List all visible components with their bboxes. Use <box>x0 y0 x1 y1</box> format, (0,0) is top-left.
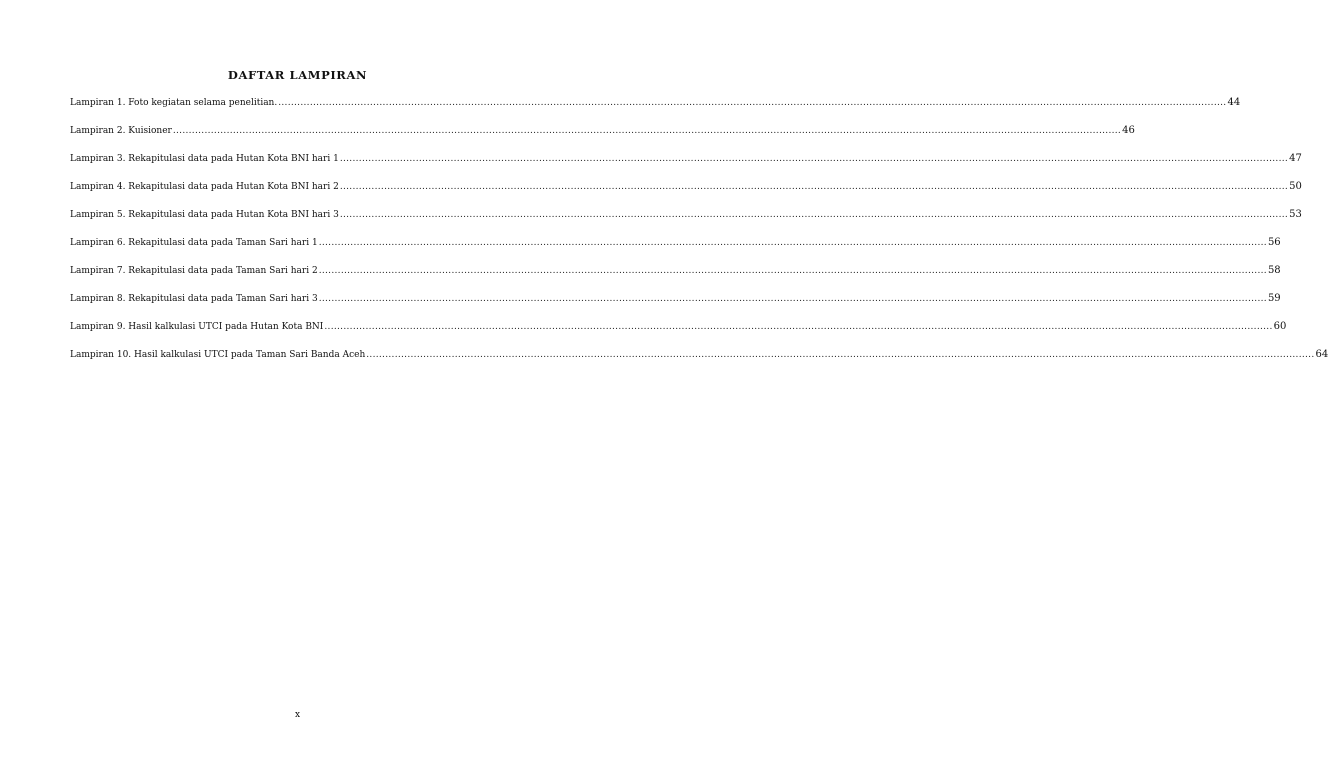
toc-entry-page: 64 <box>1315 349 1328 360</box>
appendix-list <box>70 96 1328 376</box>
toc-entry-page: 50 <box>1289 181 1302 192</box>
dot-leader: ............................................................................................................................................................................................................................................................................................................ <box>339 210 1289 220</box>
toc-entry-page: 58 <box>1267 265 1281 276</box>
dot-leader: ............................................................................................................................................................................................................................................................................................................ <box>339 154 1289 164</box>
toc-entry-lampiran-2[interactable] <box>70 124 1135 152</box>
toc-entry-lampiran-5[interactable] <box>70 208 1302 236</box>
toc-entry-label: Lampiran 4. Rekapitulasi data pada Hutan Kota BNI hari 2 <box>70 182 339 192</box>
dot-leader: ............................................................................................................................................................................................................................................................................................................ <box>318 294 1267 304</box>
page-title: DAFTAR LAMPIRAN <box>227 68 368 82</box>
toc-entry-page: 60 <box>1273 321 1287 332</box>
toc-entry-label: Lampiran 9. Hasil kalkulasi UTCI pada Hutan Kota BNI <box>70 322 324 332</box>
dot-leader: ............................................................................................................................................................................................................................................................................................................ <box>339 182 1289 192</box>
toc-entry-label: Lampiran 5. Rekapitulasi data pada Hutan Kota BNI hari 3 <box>70 210 339 220</box>
dot-leader: ............................................................................................................................................................................................................................................................................................................ <box>324 322 1273 332</box>
toc-entry-label: Lampiran 6. Rekapitulasi data pada Taman Sari hari 1 <box>70 238 318 248</box>
toc-entry-page: 53 <box>1289 209 1302 220</box>
toc-entry-lampiran-4[interactable] <box>70 180 1302 208</box>
toc-entry-page: 56 <box>1267 237 1281 248</box>
dot-leader: ............................................................................................................................................................................................................................................................................................................ <box>318 266 1267 276</box>
toc-entry-page: 59 <box>1267 293 1281 304</box>
toc-entry-lampiran-1[interactable] <box>70 96 1241 124</box>
toc-entry-lampiran-10[interactable] <box>70 348 1328 376</box>
toc-entry-label: Lampiran 3. Rekapitulasi data pada Hutan Kota BNI hari 1 <box>70 154 339 164</box>
page-number: x <box>294 710 301 720</box>
dot-leader: ............................................................................................................................................................................................................................................................................................................ <box>366 350 1315 360</box>
toc-entry-page: 46 <box>1122 125 1135 136</box>
toc-entry-page: 44 <box>1227 97 1241 108</box>
toc-entry-label: Lampiran 10. Hasil kalkulasi UTCI pada Taman Sari Banda Aceh <box>70 350 366 360</box>
toc-entry-page: 47 <box>1289 153 1302 164</box>
toc-entry-label: Lampiran 8. Rekapitulasi data pada Taman Sari hari 3 <box>70 294 318 304</box>
toc-entry-label: Lampiran 7. Rekapitulasi data pada Taman Sari hari 2 <box>70 266 318 276</box>
dot-leader: ............................................................................................................................................................................................................................................................................................................ <box>172 126 1122 136</box>
toc-entry-lampiran-3[interactable] <box>70 152 1302 180</box>
toc-entry-label: Lampiran 1. Foto kegiatan selama penelitian. <box>70 98 278 108</box>
toc-entry-lampiran-8[interactable] <box>70 292 1281 320</box>
toc-entry-label: Lampiran 2. Kuisioner <box>70 126 172 136</box>
toc-entry-lampiran-9[interactable] <box>70 320 1287 348</box>
toc-entry-lampiran-6[interactable] <box>70 236 1281 264</box>
dot-leader: ............................................................................................................................................................................................................................................................................................................ <box>318 238 1267 248</box>
toc-entry-lampiran-7[interactable] <box>70 264 1281 292</box>
dot-leader: ............................................................................................................................................................................................................................................................................................................ <box>278 98 1227 108</box>
